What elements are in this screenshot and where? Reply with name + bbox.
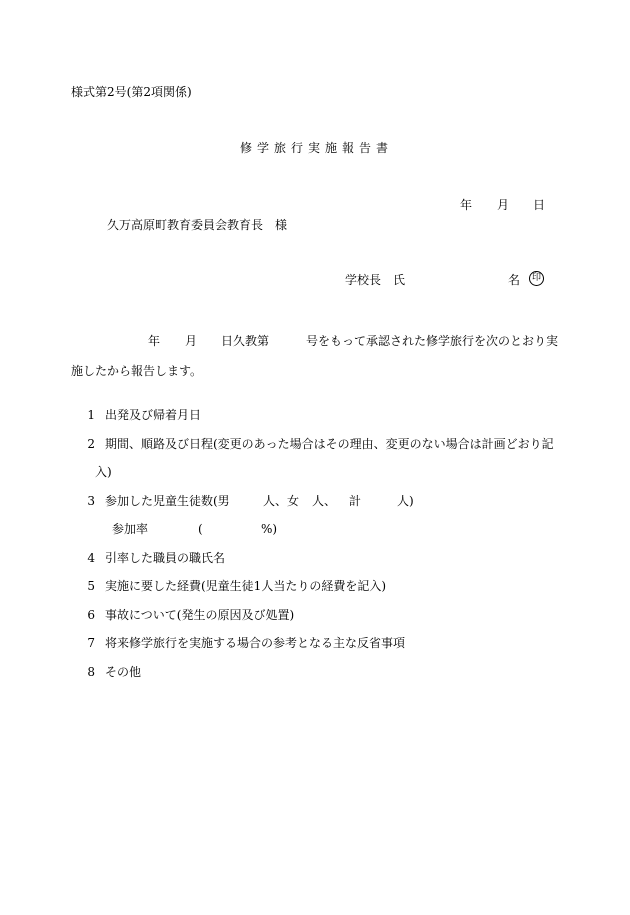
item-number: 4 xyxy=(87,551,95,565)
item-schedule: 期間、順路及び日程(変更のあった場合はその理由、変更のない場合は計画どおり記 xyxy=(105,437,554,451)
document-title: 修学旅行実施報告書 xyxy=(240,141,394,155)
participation-rate-label: 参加率 xyxy=(112,522,149,536)
body-text-line1: 号をもって承認された修学旅行を次のとおり実 xyxy=(306,334,559,348)
participation-rate-percent: %) xyxy=(261,522,278,536)
item-number: 3 xyxy=(87,494,95,508)
item-participants-total-unit: 人) xyxy=(397,494,414,508)
body-text-line2: 施したから報告します。 xyxy=(71,364,203,378)
item-staff: 引率した職員の職氏名 xyxy=(105,551,226,565)
item-number: 5 xyxy=(87,579,95,593)
item-reflections: 将来修学旅行を実施する場合の参考となる主な反省事項 xyxy=(105,636,406,650)
principal-name-label-na: 名 xyxy=(508,273,521,287)
item-expenses: 実施に要した経費(児童生徒1人当たりの経費を記入) xyxy=(105,579,387,593)
item-number: 1 xyxy=(87,408,95,422)
item-participants-total: 計 xyxy=(349,494,362,508)
item-participants-female-unit: 人、 xyxy=(312,494,337,508)
date-month-label: 月 xyxy=(497,198,510,212)
item-number: 8 xyxy=(87,665,95,679)
item-number: 2 xyxy=(87,437,95,451)
item-number: 7 xyxy=(87,636,95,650)
item-number: 6 xyxy=(87,608,95,622)
principal-name-label-shi: 氏 xyxy=(393,273,406,287)
item-participants-male: 参加した児童生徒数(男 xyxy=(105,494,230,508)
item-other: その他 xyxy=(105,665,142,679)
item-departure-return: 出発及び帰着月日 xyxy=(105,408,202,422)
item-participants-female: 人、女 xyxy=(263,494,300,508)
seal-mark-icon: 印 xyxy=(529,271,544,286)
date-year-label: 年 xyxy=(460,198,473,212)
form-number-label: 様式第2号(第2項関係) xyxy=(71,85,192,99)
principal-label: 学校長 xyxy=(345,273,382,287)
item-accidents: 事故について(発生の原因及び処置) xyxy=(105,608,295,622)
body-day-reference: 日久教第 xyxy=(221,334,270,348)
date-day-label: 日 xyxy=(533,198,546,212)
addressee: 久万高原町教育委員会教育長 様 xyxy=(107,218,288,232)
body-month-label: 月 xyxy=(185,334,198,348)
participation-rate-open: ( xyxy=(198,522,203,536)
body-year-label: 年 xyxy=(148,334,161,348)
item-schedule-continued: 入) xyxy=(95,465,112,479)
